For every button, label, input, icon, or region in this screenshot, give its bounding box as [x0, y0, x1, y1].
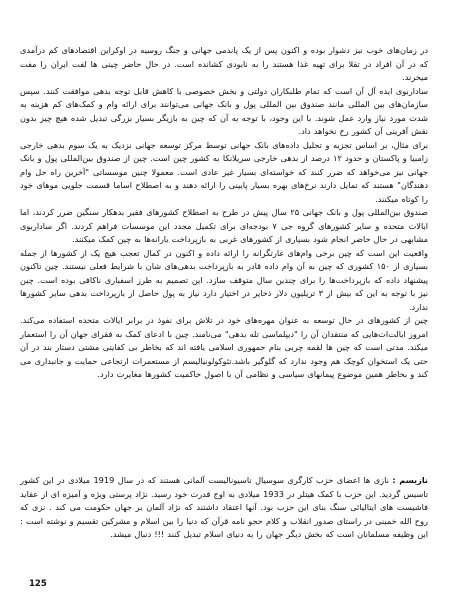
paragraph-4: صندوق بین‌المللی پول و بانک جهانی ۲۵ سال پیش در طرح به اصطلاح کشورهای فقیر بدهکار سنگین ضرر کردند، اما ایالات متحده و سایر کشورهای گروه جی ۷ بودجه‌ای برای تکمیل مجدد این موسسات فراهم کردند. اگر ساداربوی مشابهی در حال حاضر انجام شود بسیاری از کشورهای غربی به بازپرداخت یارانه‌ها به چین کمک میکنند. — [20, 207, 428, 244]
footnote-paragraph — [20, 474, 428, 542]
footnote — [20, 474, 428, 542]
paragraph-1: در زمان‌های خوب نیز دشوار بوده و اکنون پس از یک پاندمی جهانی و جنگ روسیه در اوکراین اقتصادهای کم درآمدی که در آن افراد در تقلا برای تهیه غذا هستند را به نابودی کشانده است. در حال حاضر چینی ها لفت ایران را مفت میخرند. — [20, 45, 428, 82]
main-body-text — [20, 44, 428, 382]
footnote-term: نازیسم : — [392, 475, 428, 485]
paragraph-5: واقعیت این است که چین برخی وام‌های غارتگرانه را ارائه داده و اکنون در کمال تعجب هیچ یک از کشورها از جمله بسیاری از ۱۵۰ کشوری که چین به آن وام داده قادر به بازپرداخت بدهی‌های شان با شرایط فعلی نیستند. چین تاکنون پیشنهاد داده که بازپرداخت‌ها را برای چندین سال متوقف سازد. این تصمیم به طرز اسفباری ناکافی بوده است. چین نیز با توجه به این که بیش از ۳ تریلیون دلار ذخایر در اختیار دارد نیاز به پول حاصل از بازپرداخت بدهی سایر کشورها ندارد. — [20, 247, 428, 312]
paragraph-6: چین از کشورهای در حال توسعه به عنوان مهره‌های خود در تلاش برای نفوذ در برابر ایالات متحده استفاده می‌کند. امروز ایالت‌ات‌هایی که منتقدان آن را "دیپلماسی تله بدهی" می‌نامند. چین با ادعای کمک به فقرای جهان آن را استعمار میکند. مدتی است که چین ها لقمه چربی بنام جمهوری اسلامی یافته اند که بخاطر بی کفایتی مشتی دستار بند در آن حتی یک استخوان کوچک هم وجود ندارد که گلوگیر باشد.تئوکولونیالیسم از مستعمرات ارتجاعی حمایت و جانبداری می کند و بخاطر همین موضوع پیمانهای سیاسی و نظامی آن با اصول حاکمیت کشورها مغایرت دارد. — [20, 315, 428, 379]
paragraph-3: برای مثال، بر اساس تجزیه و تحلیل داده‌های بانک جهانی توسط مرکز توسعه جهانی نزدیک به یک سوم بدهی خارجی زامبیا و پاکستان و حدود ۱۲ درصد از بدهی خارجی سریلانکا به کشور چین است. چین از صندوق بین‌المللی پول و بانک جهانی نیز می‌خواهد که ضرر کنند که خواسته‌ای بسیار غیر عادی است. معمولا چنین موسساتی "آخرین راه حل وام دهندگان" هستند که تمایل دارند نرخ‌های بهره بسیار پایینی را ارائه دهند و به اصطلاح اساما قسمت جلویی موهای خود را کوتاه میکنند. — [20, 139, 428, 204]
paragraph-2: ساداربوی ایده آل آن است که تمام طلبکاران دولتی و بخش خصوصی با کاهش قابل توجه بدهی موافقت کنند. سپس سازمان‌های بین المللی مانند صندوق بین المللی پول و بانک جهانی می‌توانند برای ارائه وام و کمک‌های کم هزینه به شدت مورد نیاز وارد عمل شوند. با این وجود، با توجه به آن که چین به بازیگر بسیار بزرگی تبدیل شده هیچ چیز بدون نقش آفرینی آن کشور رخ نخواهد داد. — [20, 85, 428, 136]
footnote-text: نازی ها اعضای حزب کارگری سوسیال ناسیونالیست آلمانی هستند که در سال 1919 میلادی در این کشور تاسیس گردید. این حزب با کمک هیتلر در 1933 میلادی به اوج قدرت خود رسید. نژاد پرستی ویژه و آمیزه ای از عقاید فاشیست های ایتالیائی سنگ بنای این حزب بود. آنها اعتقاد داشتند که نژاد آلمان بر جهان حکومت می کند . نزی که روح الله خمینی در راستای صدور انقلاب و کلام حجو نامه قرآن که دنیا را بین اسلام و مشرکین تقسیم و نوشته است : این وظیفه مسلمانان است که بخش دیگر جهان را به دنیای اسلام تبدیل کنند !!! دنبال میشد. — [20, 475, 428, 539]
page-number: 125 — [29, 579, 47, 589]
